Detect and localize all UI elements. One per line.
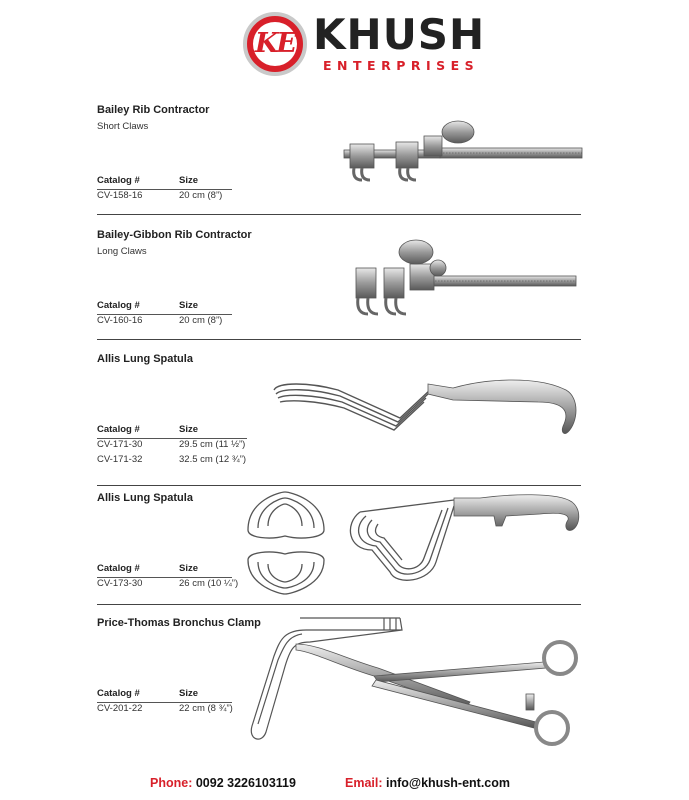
size-value: 20 cm (8”) [179, 315, 223, 326]
section-divider [97, 485, 581, 486]
phone-label: Phone: [150, 776, 193, 790]
logo-badge [243, 12, 307, 76]
product-title: Price-Thomas Bronchus Clamp [97, 617, 261, 629]
allis-lung-spatula-wire-illustration [240, 490, 585, 598]
size-value: 22 cm (8 ¾”) [179, 703, 233, 714]
brand-tagline: ENTERPRISES [323, 58, 480, 73]
product-title: Allis Lung Spatula [97, 353, 193, 365]
logo-monogram: KE [254, 28, 296, 59]
product-title: Bailey-Gibbon Rib Contractor [97, 229, 252, 241]
catalog-number: CV-171-32 [97, 454, 143, 465]
bailey-gibbon-rib-contractor-illustration [340, 238, 580, 320]
email-address[interactable]: info@khush-ent.com [386, 776, 510, 790]
section-divider [97, 214, 581, 215]
catalog-number: CV-201-22 [97, 703, 143, 714]
catalog-header: Catalog # [97, 688, 140, 699]
catalog-header: Catalog # [97, 563, 140, 574]
catalog-number: CV-160-16 [97, 315, 143, 326]
phone-contact [150, 776, 296, 790]
email-contact [345, 776, 510, 790]
brand-name: KHUSH [313, 10, 486, 59]
size-header: Size [179, 300, 199, 311]
product-subtitle: Short Claws [97, 121, 149, 132]
size-value: 32.5 cm (12 ¾”) [179, 454, 247, 465]
brand-logo [243, 10, 486, 78]
catalog-header: Catalog # [97, 300, 140, 311]
size-header: Size [179, 688, 199, 699]
section-divider [97, 604, 581, 605]
email-label: Email: [345, 776, 383, 790]
size-header: Size [179, 563, 199, 574]
size-header: Size [179, 175, 199, 186]
size-value: 20 cm (8”) [179, 190, 223, 201]
bailey-rib-contractor-illustration [340, 118, 585, 190]
section-divider [97, 339, 581, 340]
size-value: 29.5 cm (11 ½”) [179, 439, 246, 450]
catalog-header: Catalog # [97, 424, 140, 435]
size-value: 26 cm (10 ¼”) [179, 578, 239, 589]
allis-lung-spatula-illustration [268, 378, 583, 438]
catalog-header: Catalog # [97, 175, 140, 186]
product-title: Allis Lung Spatula [97, 492, 193, 504]
catalog-number: CV-173-30 [97, 578, 143, 589]
phone-number[interactable]: 0092 3226103119 [195, 776, 296, 790]
product-subtitle: Long Claws [97, 246, 147, 257]
catalog-number: CV-158-16 [97, 190, 143, 201]
size-header: Size [179, 424, 199, 435]
price-thomas-bronchus-clamp-illustration [244, 616, 582, 752]
product-title: Bailey Rib Contractor [97, 104, 210, 116]
catalog-number: CV-171-30 [97, 439, 143, 450]
